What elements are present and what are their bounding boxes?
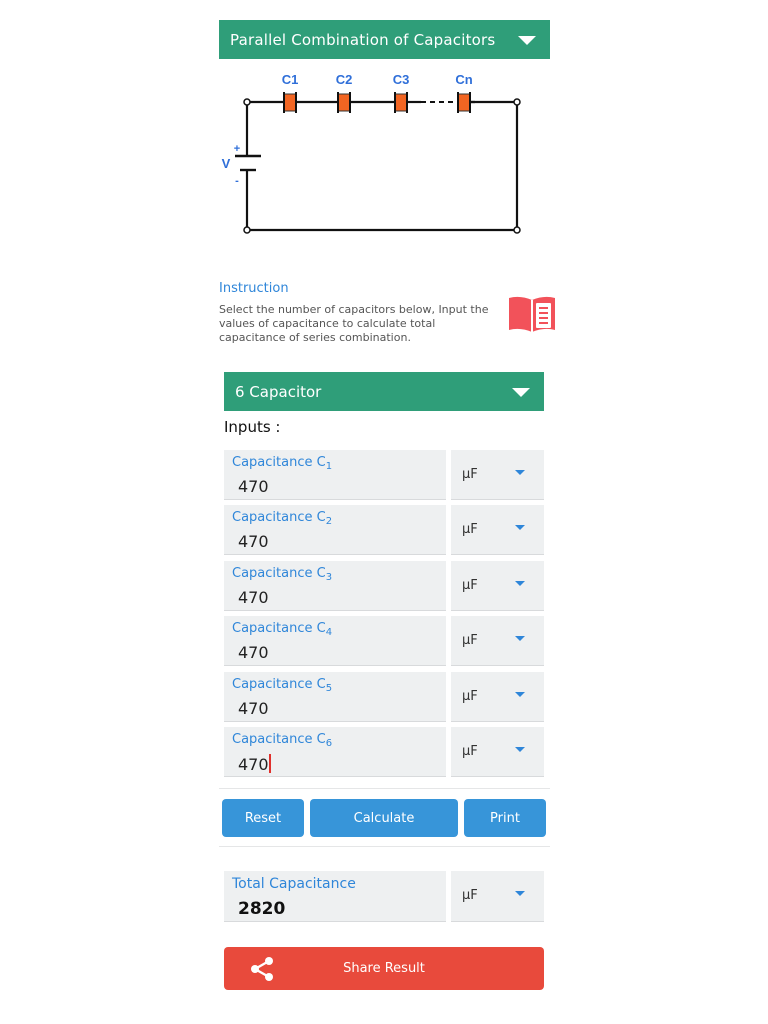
chevron-down-icon xyxy=(518,36,536,45)
unit-label: µF xyxy=(462,578,478,593)
capacitance-c6-value: 470 xyxy=(238,755,269,774)
share-result-label: Share Result xyxy=(343,961,425,976)
unit-label: µF xyxy=(462,522,478,537)
capacitance-c6-unit-dropdown[interactable] xyxy=(451,727,544,777)
divider xyxy=(219,788,550,789)
text-cursor xyxy=(269,754,271,773)
instruction-title: Instruction xyxy=(219,281,289,296)
unit-label: µF xyxy=(462,633,478,648)
unit-label: µF xyxy=(462,888,478,903)
capacitance-c3-field[interactable] xyxy=(224,561,446,611)
capacitance-c5-unit-dropdown[interactable] xyxy=(451,672,544,722)
capacitor-count-value: 6 Capacitor xyxy=(235,382,322,401)
calculate-button[interactable]: Calculate xyxy=(310,799,458,837)
capacitance-c2-label: Capacitance $C_2$ xyxy=(232,510,333,527)
capacitance-c1-label: Capacitance $C_1$ xyxy=(232,455,333,472)
divider xyxy=(219,846,550,847)
capacitance-c2-unit-dropdown[interactable] xyxy=(451,505,544,555)
book-icon[interactable] xyxy=(507,294,557,334)
capacitance-c2-value: 470 xyxy=(238,532,269,551)
print-button[interactable]: Print xyxy=(464,799,546,837)
capacitance-c2-field[interactable] xyxy=(224,505,446,555)
capacitance-c1-unit-dropdown[interactable] xyxy=(451,450,544,500)
caret-down-icon xyxy=(515,636,525,641)
capacitor-label-n: Cn xyxy=(455,72,473,87)
capacitance-c3-value: 470 xyxy=(238,588,269,607)
capacitance-c5-value: 470 xyxy=(238,699,269,718)
capacitance-c4-label: Capacitance $C_4$ xyxy=(232,621,333,638)
total-capacitance-label: Total Capacitance xyxy=(232,876,356,892)
unit-label: µF xyxy=(462,689,478,704)
total-capacitance-unit-dropdown[interactable] xyxy=(451,871,544,922)
caret-down-icon xyxy=(515,692,525,697)
unit-label: µF xyxy=(462,744,478,759)
capacitance-c6-label: Capacitance $C_6$ xyxy=(232,732,333,749)
combination-type-label: Parallel Combination of Capacitors xyxy=(230,30,496,49)
caret-down-icon xyxy=(515,470,525,475)
capacitance-c1-field[interactable] xyxy=(224,450,446,500)
capacitance-c1-value: 470 xyxy=(238,477,269,496)
instruction-text: Select the number of capacitors below, Input the values of capacitance to calculate total capacitance of series combination. xyxy=(219,303,489,344)
capacitor-2 xyxy=(338,92,350,113)
total-capacitance-field xyxy=(224,871,446,922)
chevron-down-icon xyxy=(512,388,530,397)
capacitor-count-dropdown[interactable] xyxy=(224,372,544,411)
caret-down-icon xyxy=(515,747,525,752)
capacitance-c4-value: 470 xyxy=(238,643,269,662)
capacitor-1 xyxy=(284,92,296,113)
minus-label: - xyxy=(235,175,239,187)
combination-type-dropdown[interactable] xyxy=(219,20,550,59)
source-label: V xyxy=(221,156,231,171)
capacitance-c3-label: Capacitance $C_3$ xyxy=(232,566,333,583)
plus-label: + xyxy=(233,143,241,155)
capacitor-3 xyxy=(395,92,407,113)
reset-button[interactable]: Reset xyxy=(222,799,304,837)
capacitor-n xyxy=(458,92,470,113)
caret-down-icon xyxy=(515,581,525,586)
capacitance-c5-label: Capacitance $C_5$ xyxy=(232,677,333,694)
caret-down-icon xyxy=(515,525,525,530)
capacitance-c5-field[interactable] xyxy=(224,672,446,722)
circuit-diagram xyxy=(219,64,550,254)
caret-down-icon xyxy=(515,891,525,896)
capacitor-label-3: C3 xyxy=(392,72,410,87)
capacitance-c3-unit-dropdown[interactable] xyxy=(451,561,544,611)
total-capacitance-value: 2820 xyxy=(238,899,286,919)
capacitance-c4-field[interactable] xyxy=(224,616,446,666)
capacitor-label-1: C1 xyxy=(281,72,299,87)
capacitance-c4-unit-dropdown[interactable] xyxy=(451,616,544,666)
inputs-label: Inputs : xyxy=(224,418,281,436)
capacitance-c6-field[interactable] xyxy=(224,727,446,777)
capacitor-label-2: C2 xyxy=(335,72,353,87)
share-icon xyxy=(248,955,276,983)
unit-label: µF xyxy=(462,467,478,482)
